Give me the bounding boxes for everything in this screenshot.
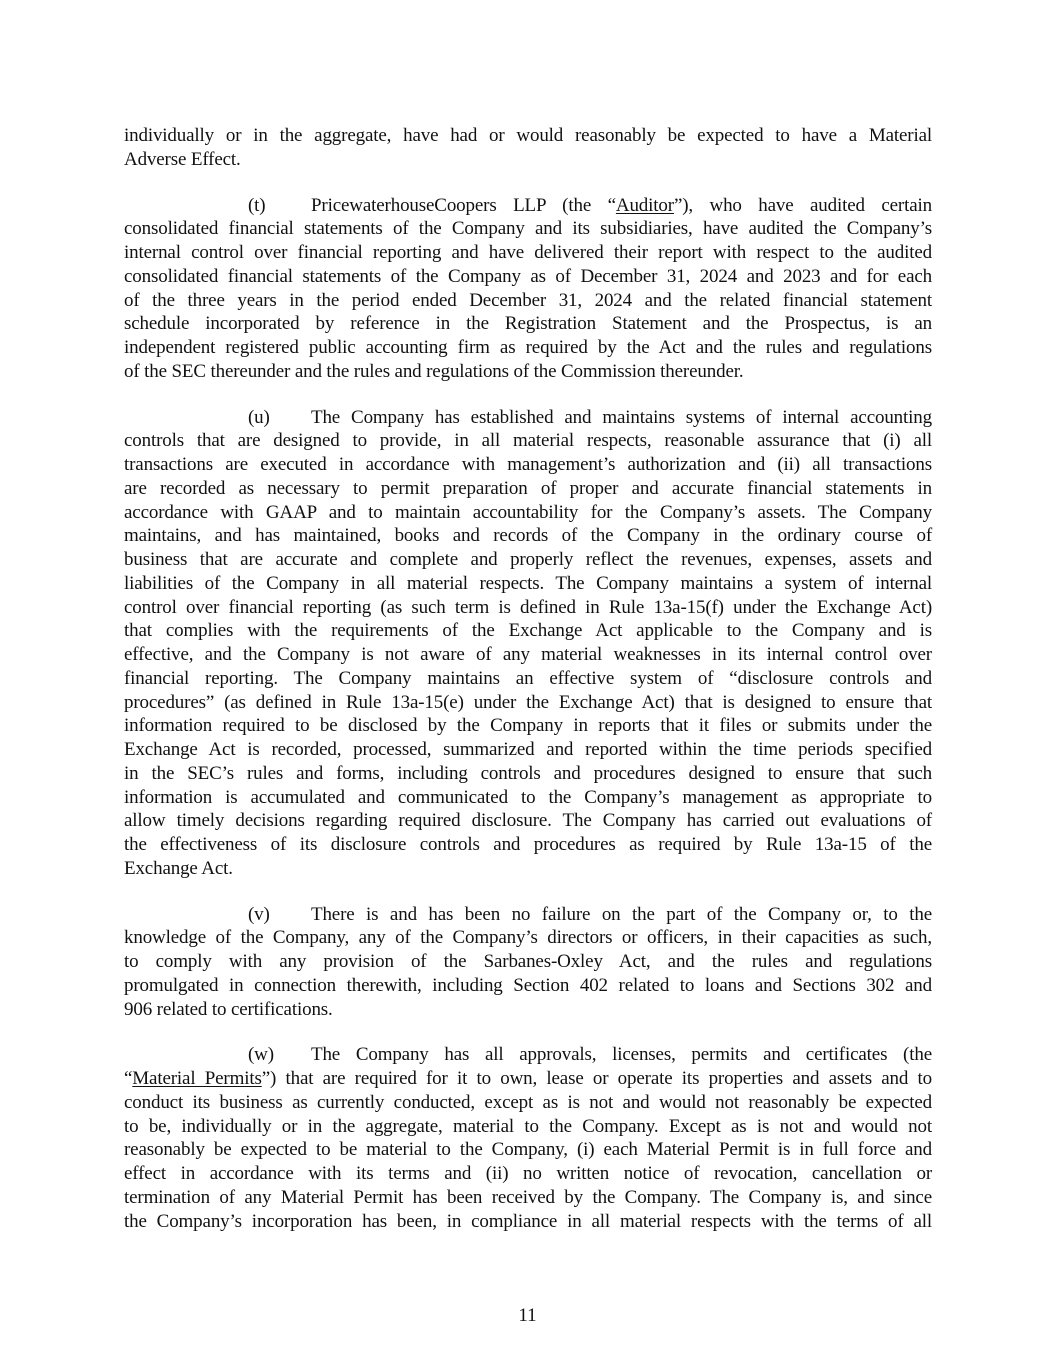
text-fragment: The Company has all approvals, licenses, permits and certificates (the xyxy=(311,1044,932,1066)
text-line: the Company’s incorporation has been, in compliance in all material respects with the terms of all xyxy=(124,1210,932,1232)
text-line: conduct its business as currently conducted, except as is not and would not reasonably be expected xyxy=(124,1091,932,1113)
text-line: controls that are designed to provide, in all material respects, reasonable assurance that (i) all xyxy=(124,430,932,452)
text-fragment: ”) that are required for it to own, lease or operate its properties and assets and to xyxy=(261,1068,932,1089)
text-line: independent registered public accounting firm as required by the Act and the rules and regulations xyxy=(124,337,932,358)
text-line: consolidated financial statements of the Company as of December 31, 2024 and 2023 and for each xyxy=(124,265,932,287)
text-line: financial reporting. The Company maintains an effective system of “disclosure controls and xyxy=(124,667,932,689)
text-line: the effectiveness of its disclosure controls and procedures as required by Rule 13a-15 of the xyxy=(124,834,932,855)
text-line: business that are accurate and complete and properly reflect the revenues, expenses, assets and xyxy=(124,549,932,570)
defined-term-auditor: Auditor xyxy=(615,194,674,216)
paragraph-u-internal-controls xyxy=(124,406,932,881)
text-line: 906 related to certifications. xyxy=(124,998,333,1020)
paragraph-w-material-permits xyxy=(124,1043,932,1233)
page-number: 11 xyxy=(518,1305,537,1326)
text-line: effect in accordance with its terms and (ii) no written notice of revocation, cancellation or xyxy=(124,1163,932,1184)
text-line: to comply with any provision of the Sarbanes-Oxley Act, and the rules and regulations xyxy=(124,951,932,972)
text-line xyxy=(124,1067,932,1091)
text-line xyxy=(124,1043,932,1067)
text-line: knowledge of the Company, any of the Company’s directors or officers, in their capacities as such, xyxy=(124,927,932,949)
document-page xyxy=(124,124,932,1255)
text-line: of the SEC thereunder and the rules and regulations of the Commission thereunder. xyxy=(124,360,744,382)
text-line: liabilities of the Company in all material respects. The Company maintains a system of internal xyxy=(124,572,932,594)
text-line: to be, individually or in the aggregate, material to the Company. Except as is not and would not xyxy=(124,1115,932,1137)
text-line: procedures” (as defined in Rule 13a-15(e) under the Exchange Act) that is designed to ensure that xyxy=(124,691,932,713)
text-line: control over financial reporting (as such term is defined in Rule 13a-15(f) under the Exchange Act) xyxy=(124,596,932,618)
text-line: accordance with GAAP and to maintain accountability for the Company’s assets. The Company xyxy=(124,501,932,523)
text-line xyxy=(124,406,932,430)
text-line: schedule incorporated by reference in the Registration Statement and the Prospectus, is an xyxy=(124,313,932,335)
text-line: Exchange Act. xyxy=(124,857,233,879)
paragraph-t-auditor xyxy=(124,194,932,384)
text-line: effective, and the Company is not aware of any material weaknesses in its internal control over xyxy=(124,644,932,665)
section-marker: (u) xyxy=(248,406,270,428)
text-line: information is accumulated and communicated to the Company’s management as appropriate to xyxy=(124,786,932,808)
text-line: transactions are executed in accordance with management’s authorization and (ii) all transactions xyxy=(124,454,932,475)
text-line xyxy=(124,194,932,218)
section-marker: (v) xyxy=(248,903,270,925)
text-fragment: The Company has established and maintains systems of internal accounting xyxy=(311,406,932,428)
text-line: allow timely decisions regarding required disclosure. The Company has carried out evaluations of xyxy=(124,810,932,832)
text-fragment: PricewaterhouseCoopers LLP (the “ xyxy=(311,194,616,216)
text-line: information required to be disclosed by the Company in reports that it files or submits under the xyxy=(124,715,932,737)
text-line: that complies with the requirements of the Exchange Act applicable to the Company and is xyxy=(124,620,932,642)
text-line: termination of any Material Permit has been received by the Company. The Company is, and since xyxy=(124,1186,932,1208)
text-fragment: There is and has been no failure on the part of the Company or, to the xyxy=(311,903,932,925)
text-line: in the SEC’s rules and forms, including controls and procedures designed to ensure that such xyxy=(124,762,932,784)
paragraph-v-sarbanes-oxley xyxy=(124,903,932,1022)
text-line: individually or in the aggregate, have had or would reasonably be expected to have a Material xyxy=(124,125,932,146)
defined-term-material-permits: Material Permits xyxy=(132,1068,262,1089)
text-line: of the three years in the period ended December 31, 2024 and the related financial statement xyxy=(124,289,932,311)
text-fragment: ”), who have audited certain xyxy=(673,194,932,216)
paragraph-continuation xyxy=(124,124,932,172)
text-line: reasonably be expected to be material to the Company, (i) each Material Permit is in full force and xyxy=(124,1139,932,1161)
text-line: promulgated in connection therewith, including Section 402 related to loans and Sections 302 and xyxy=(124,974,932,996)
text-line xyxy=(124,903,932,927)
text-line: consolidated financial statements of the Company and its subsidiaries, have audited the Company’s xyxy=(124,218,932,240)
text-line: are recorded as necessary to permit preparation of proper and accurate financial statements in xyxy=(124,477,932,499)
text-fragment: “ xyxy=(124,1068,133,1089)
text-line: maintains, and has maintained, books and records of the Company in the ordinary course of xyxy=(124,525,932,547)
section-marker: (w) xyxy=(248,1044,274,1066)
text-line: Exchange Act is recorded, processed, summarized and reported within the time periods specified xyxy=(124,739,932,760)
section-marker: (t) xyxy=(248,194,266,216)
text-line: internal control over financial reporting and have delivered their report with respect to the audited xyxy=(124,242,932,263)
text-line: Adverse Effect. xyxy=(124,148,241,170)
